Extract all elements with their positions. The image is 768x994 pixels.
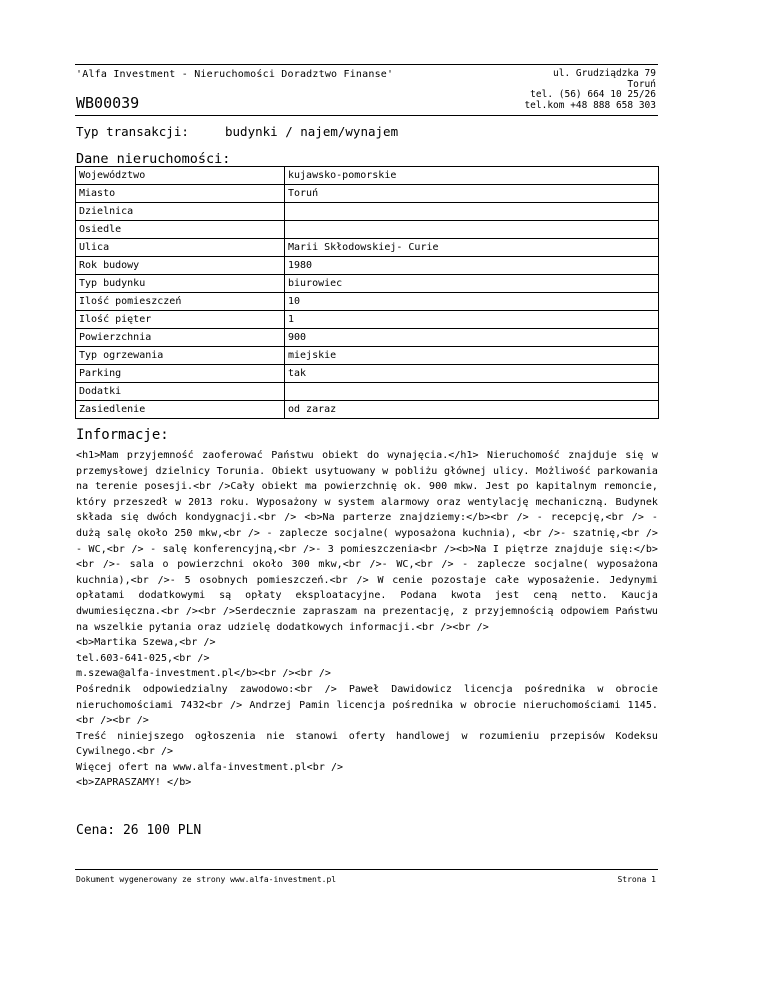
property-section-title: Dane nieruchomości: [76, 151, 231, 167]
address-phone: tel. (56) 664 10 25/26 [530, 89, 656, 101]
property-key: Ilość pięter [76, 311, 285, 329]
property-value [285, 383, 659, 401]
property-value [285, 203, 659, 221]
property-key: Ilość pomieszczeń [76, 293, 285, 311]
property-value: Marii Skłodowskiej- Curie [285, 239, 659, 257]
property-key: Parking [76, 365, 285, 383]
property-value: 1 [285, 311, 659, 329]
table-row [76, 293, 659, 311]
header-bottom-rule [75, 115, 658, 116]
table-row [76, 347, 659, 365]
property-key: Dodatki [76, 383, 285, 401]
table-row [76, 167, 659, 185]
address-street: ul. Grudziądzka 79 [553, 68, 656, 79]
table-row [76, 365, 659, 383]
property-value: od zaraz [285, 401, 659, 419]
property-key: Osiedle [76, 221, 285, 239]
table-row [76, 401, 659, 419]
company-address [524, 69, 656, 111]
transaction-type [76, 124, 398, 139]
property-value: Toruń [285, 185, 659, 203]
table-row [76, 329, 659, 347]
table-row [76, 257, 659, 275]
table-row [76, 383, 659, 401]
property-value: 1980 [285, 257, 659, 275]
table-row [76, 275, 659, 293]
transaction-label: Typ transakcji: [76, 124, 189, 139]
info-section-title: Informacje: [76, 427, 169, 443]
table-row [76, 203, 659, 221]
property-key: Zasiedlenie [76, 401, 285, 419]
table-row [76, 221, 659, 239]
table-row [76, 239, 659, 257]
property-key: Rok budowy [76, 257, 285, 275]
property-value: miejskie [285, 347, 659, 365]
property-key: Dzielnica [76, 203, 285, 221]
property-value [285, 221, 659, 239]
header-top-rule [75, 64, 658, 65]
property-key: Typ budynku [76, 275, 285, 293]
property-table [75, 166, 659, 419]
offer-reference: WB00039 [76, 94, 140, 112]
property-key: Miasto [76, 185, 285, 203]
table-row [76, 185, 659, 203]
address-city: Toruń [627, 78, 656, 90]
table-row [76, 311, 659, 329]
property-key: Województwo [76, 167, 285, 185]
property-value: 10 [285, 293, 659, 311]
property-value: tak [285, 365, 659, 383]
property-value: kujawsko-pomorskie [285, 167, 659, 185]
property-key: Ulica [76, 239, 285, 257]
footer-source: Dokument wygenerowany ze strony www.alfa-investment.pl [76, 875, 337, 884]
property-value: 900 [285, 329, 659, 347]
footer-rule [75, 869, 658, 870]
page-number: Strona 1 [617, 875, 656, 884]
property-key: Powierzchnia [76, 329, 285, 347]
company-name: 'Alfa Investment - Nieruchomości Doradztwo Finanse' [76, 69, 394, 80]
property-value: biurowiec [285, 275, 659, 293]
address-mobile: tel.kom +48 888 658 303 [524, 99, 656, 111]
info-text: <h1>Mam przyjemność zaoferować Państwu obiekt do wynajęcia.</h1> Nieruchomość znajduje się w przemysłowej dzielnicy Torunia. Obiekt usytuowany w pobliżu głównej ulicy. Możliwość parkowania na terenie posesji.<br />Cały obiekt ma powierzchnię ok. 900 mkw. Jest po kapitalnym remoncie, który przeszedł w 2013 roku. Wyposażony w system alarmowy oraz wentylację mechaniczną. Budynek składa się dwóch kondygnacji.<br /> <b>Na parterze znajdziemy:</b><br /> - recepcję,<br /> - dużą salę około 250 mkw,<br /> - zaplecze socjalne( wyposażona kuchnia), <br />- szatnię,<br /> - WC,<br /> - salę konferencyjną,<br />- 3 pomieszczenia<br /><b>Na I piętrze znajduje się:</b><br />- sala o powierzchni około 300 mkw,<br />- WC,<br /> - zaplecze socjalne( wyposażona kuchnia),<br />- 5 osobnych pomieszczeń.<br /> W cenie pozostaje całe wyposażenie. Jedynymi opłatami dodatkowymi są opłaty eksploatacyjne. Podana kwota jest ceną netto. Kaucja dwumiesięczna.<br /><br />Serdecznie zapraszam na prezentację, z przyjemnością odpowiem Państwu na wszelkie pytania oraz udzielę dodatkowych informacji.<br /><br /> <b>Martika Szewa,<br /> tel.603-641-025,<br /> m.szewa@alfa-investment.pl</b><br /><br /> Pośrednik odpowiedzialny zawodowo:<br /> Paweł Dawidowicz licencja pośrednika w obrocie nieruchomościami 7432<br /> Andrzej Pamin licencja pośrednika w obrocie nieruchomościami 1145.<br /><br /> Treść niniejszego ogłoszenia nie stanowi oferty handlowej w rozumieniu przepisów Kodeksu Cywilnego.<br /> Więcej ofert na www.alfa-investment.pl<br /> <b>ZAPRASZAMY! </b> [76, 450, 658, 789]
price: Cena: 26 100 PLN [76, 823, 202, 838]
transaction-value: budynki / najem/wynajem [225, 124, 399, 139]
property-key: Typ ogrzewania [76, 347, 285, 365]
